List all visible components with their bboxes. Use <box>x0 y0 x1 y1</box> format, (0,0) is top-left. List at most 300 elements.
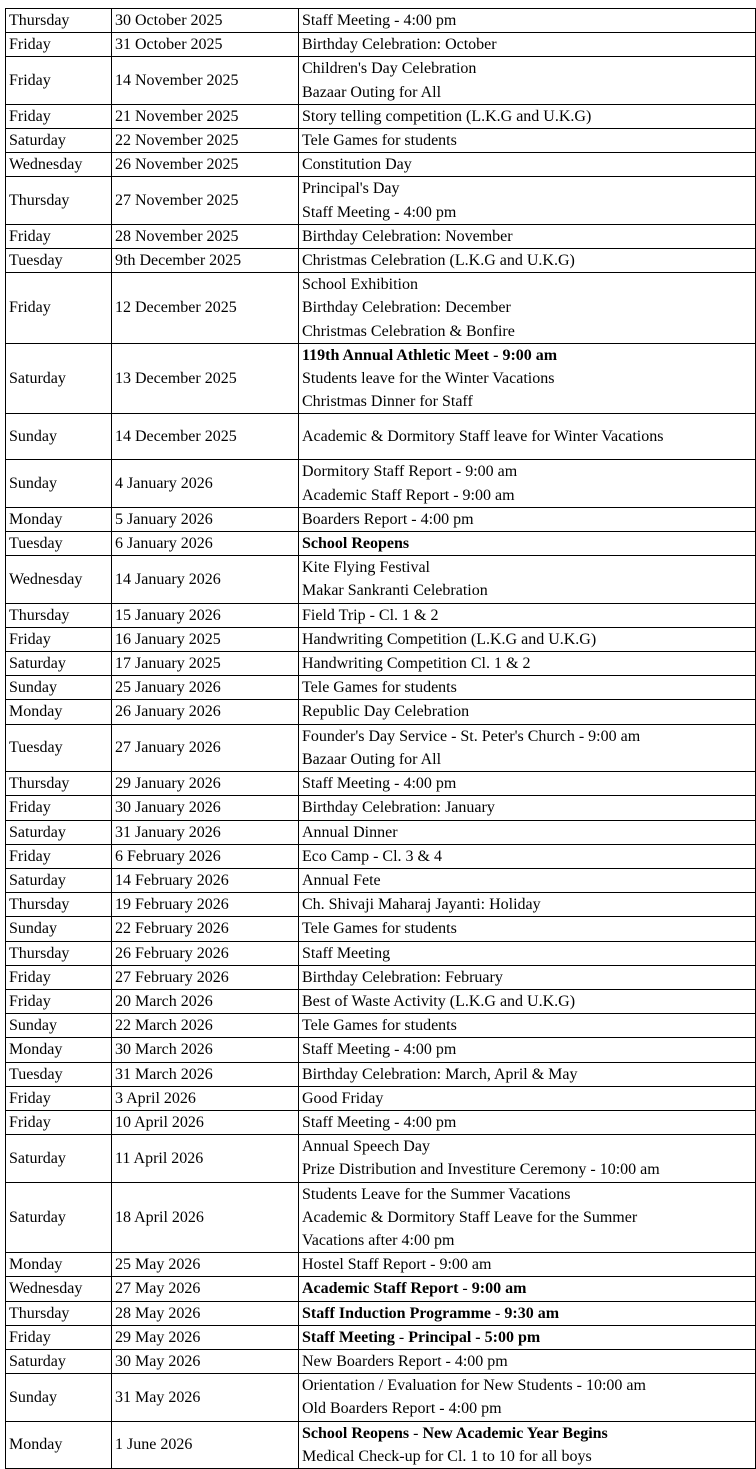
date-cell: 31 January 2026 <box>112 820 299 844</box>
day-cell: Friday <box>6 796 112 820</box>
calendar-row <box>6 627 756 651</box>
event-text: Birthday Celebration: October <box>302 36 497 54</box>
date-cell: 19 February 2026 <box>112 893 299 917</box>
date-cell: 25 January 2026 <box>112 676 299 700</box>
event-line <box>302 1422 752 1445</box>
event-cell <box>299 941 756 965</box>
calendar-row <box>6 57 756 104</box>
event-text: Bazaar Outing for All <box>302 750 442 768</box>
event-text: Dormitory Staff Report - 9:00 am <box>302 463 518 481</box>
calendar-row <box>6 224 756 248</box>
calendar-row <box>6 700 756 724</box>
calendar-body <box>6 9 756 1469</box>
day-cell: Thursday <box>6 9 112 33</box>
day-cell: Friday <box>6 104 112 128</box>
event-text: - <box>458 1280 472 1298</box>
event-text: Staff Meeting <box>302 944 391 962</box>
event-cell <box>299 507 756 531</box>
event-line <box>302 390 752 413</box>
calendar-row <box>6 273 756 344</box>
calendar-row <box>6 1135 756 1182</box>
calendar-row <box>6 1349 756 1373</box>
event-text: Tele Games for students <box>302 679 457 697</box>
calendar-row <box>6 676 756 700</box>
event-line <box>302 700 752 723</box>
date-cell: 21 November 2025 <box>112 104 299 128</box>
event-text: Eco Camp - Cl. 3 & 4 <box>302 847 442 865</box>
event-line <box>302 1253 752 1276</box>
event-line <box>302 1135 752 1158</box>
day-cell: Monday <box>6 507 112 531</box>
event-line <box>302 129 752 152</box>
event-cell <box>299 9 756 33</box>
calendar-row <box>6 556 756 603</box>
date-cell: 27 January 2026 <box>112 724 299 771</box>
event-text: Founder's Day Service - St. Peter's Church - 9:00 am <box>302 727 641 745</box>
date-cell: 27 November 2025 <box>112 177 299 224</box>
date-cell: 13 December 2025 <box>112 343 299 414</box>
event-line <box>302 893 752 916</box>
event-text: Constitution Day <box>302 156 412 174</box>
event-cell <box>299 868 756 892</box>
day-cell: Thursday <box>6 893 112 917</box>
event-line <box>302 966 752 989</box>
date-cell: 11 April 2026 <box>112 1135 299 1182</box>
event-text: Kite Flying Festival <box>302 559 430 577</box>
event-text: Hostel Staff Report - 9:00 am <box>302 1256 492 1274</box>
event-cell <box>299 772 756 796</box>
day-cell: Saturday <box>6 868 112 892</box>
event-line <box>302 273 752 296</box>
date-cell: 14 January 2026 <box>112 556 299 603</box>
event-text: Best of Waste Activity (L.K.G and U.K.G) <box>302 992 576 1010</box>
calendar-row <box>6 820 756 844</box>
event-line <box>302 1111 752 1134</box>
day-cell: Tuesday <box>6 532 112 556</box>
event-line <box>302 81 752 104</box>
calendar-row <box>6 1182 756 1253</box>
event-text-bold: Staff Induction Programme <box>302 1304 492 1322</box>
event-cell <box>299 129 756 153</box>
date-cell: 22 February 2026 <box>112 917 299 941</box>
day-cell: Monday <box>6 1421 112 1468</box>
event-line <box>302 225 752 248</box>
date-cell: 26 January 2026 <box>112 700 299 724</box>
event-line <box>302 652 752 675</box>
calendar-row <box>6 796 756 820</box>
day-cell: Friday <box>6 33 112 57</box>
event-line <box>302 748 752 771</box>
day-cell: Thursday <box>6 1301 112 1325</box>
calendar-row <box>6 1014 756 1038</box>
event-text: Orientation / Evaluation for New Students - 10:00 am <box>302 1377 646 1395</box>
event-cell <box>299 273 756 344</box>
event-text-bold: School Reopens <box>302 1424 410 1442</box>
event-line <box>302 579 752 602</box>
calendar-row <box>6 1374 756 1421</box>
event-text: - <box>394 1328 409 1346</box>
date-cell: 15 January 2026 <box>112 603 299 627</box>
event-cell <box>299 1086 756 1110</box>
event-text-bold: Academic Staff Report <box>302 1280 459 1298</box>
day-cell: Sunday <box>6 1014 112 1038</box>
event-line <box>302 33 752 56</box>
day-cell: Sunday <box>6 1374 112 1421</box>
calendar-row <box>6 1253 756 1277</box>
event-line <box>302 1397 752 1420</box>
event-line <box>302 320 752 343</box>
event-cell <box>299 57 756 104</box>
event-cell <box>299 700 756 724</box>
event-cell <box>299 652 756 676</box>
event-line <box>302 1302 752 1325</box>
event-text-bold: New Academic Year Begins <box>422 1424 608 1442</box>
event-cell <box>299 104 756 128</box>
event-text: Makar Sankranti Celebration <box>302 582 488 600</box>
event-cell <box>299 414 756 460</box>
event-line <box>302 153 752 176</box>
event-line <box>302 105 752 128</box>
event-text: Staff Meeting - 4:00 pm <box>302 1113 457 1131</box>
calendar-row <box>6 652 756 676</box>
date-cell: 4 January 2026 <box>112 460 299 507</box>
event-cell <box>299 33 756 57</box>
event-text: Staff Meeting - 4:00 pm <box>302 1041 457 1059</box>
event-cell <box>299 844 756 868</box>
school-calendar-table <box>5 8 756 1469</box>
day-cell: Thursday <box>6 772 112 796</box>
event-cell <box>299 1135 756 1182</box>
event-text: Staff Meeting - 4:00 pm <box>302 775 457 793</box>
date-cell: 20 March 2026 <box>112 989 299 1013</box>
calendar-row <box>6 603 756 627</box>
event-line <box>302 628 752 651</box>
event-text: Birthday Celebration: December <box>302 299 511 317</box>
event-line <box>302 425 752 448</box>
day-cell: Tuesday <box>6 249 112 273</box>
calendar-row <box>6 1038 756 1062</box>
event-text: Tele Games for students <box>302 1017 457 1035</box>
event-text: Tele Games for students <box>302 920 457 938</box>
event-text: Academic & Dormitory Staff leave for Winter Vacations <box>302 428 664 446</box>
event-line <box>302 942 752 965</box>
event-line <box>302 1158 752 1181</box>
day-cell: Tuesday <box>6 724 112 771</box>
event-line <box>302 1374 752 1397</box>
calendar-row <box>6 941 756 965</box>
event-text: Annual Dinner <box>302 823 398 841</box>
event-line <box>302 1206 752 1229</box>
calendar-row <box>6 724 756 771</box>
event-text: Christmas Celebration & Bonfire <box>302 322 515 340</box>
event-cell <box>299 1182 756 1253</box>
event-line <box>302 57 752 80</box>
event-text: Bazaar Outing for All <box>302 83 442 101</box>
day-cell: Friday <box>6 1086 112 1110</box>
event-line <box>302 1063 752 1086</box>
event-cell <box>299 343 756 414</box>
event-cell <box>299 796 756 820</box>
event-line <box>302 177 752 200</box>
event-text: Vacations after 4:00 pm <box>302 1231 455 1249</box>
date-cell: 27 May 2026 <box>112 1277 299 1301</box>
event-line <box>302 249 752 272</box>
event-cell <box>299 1301 756 1325</box>
event-text: Birthday Celebration: February <box>302 968 503 986</box>
event-line <box>302 1087 752 1110</box>
event-text: Medical Check-up for Cl. 1 to 10 for all boys <box>302 1447 592 1465</box>
date-cell: 30 May 2026 <box>112 1349 299 1373</box>
event-line <box>302 604 752 627</box>
day-cell: Friday <box>6 224 112 248</box>
event-text-bold: Staff Meeting <box>302 1328 395 1346</box>
event-cell <box>299 627 756 651</box>
event-text: Students Leave for the Summer Vacations <box>302 1185 571 1203</box>
calendar-row <box>6 917 756 941</box>
event-line <box>302 296 752 319</box>
event-line <box>302 845 752 868</box>
event-text: Handwriting Competition (L.K.G and U.K.G) <box>302 630 597 648</box>
day-cell: Tuesday <box>6 1062 112 1086</box>
event-text-bold: School Reopens <box>302 535 410 553</box>
calendar-row <box>6 33 756 57</box>
event-text: Republic Day Celebration <box>302 703 470 721</box>
date-cell: 27 February 2026 <box>112 965 299 989</box>
event-line <box>302 1014 752 1037</box>
calendar-row <box>6 1110 756 1134</box>
event-cell <box>299 460 756 507</box>
calendar-row <box>6 772 756 796</box>
date-cell: 1 June 2026 <box>112 1421 299 1468</box>
date-cell: 26 February 2026 <box>112 941 299 965</box>
event-cell <box>299 1349 756 1373</box>
date-cell: 16 January 2025 <box>112 627 299 651</box>
date-cell: 14 November 2025 <box>112 57 299 104</box>
calendar-row <box>6 989 756 1013</box>
event-cell <box>299 893 756 917</box>
event-line <box>302 990 752 1013</box>
event-cell <box>299 224 756 248</box>
date-cell: 25 May 2026 <box>112 1253 299 1277</box>
event-line <box>302 484 752 507</box>
day-cell: Saturday <box>6 343 112 414</box>
event-text: Tele Games for students <box>302 132 457 150</box>
event-text: - <box>491 1304 505 1322</box>
date-cell: 18 April 2026 <box>112 1182 299 1253</box>
calendar-row <box>6 1421 756 1468</box>
date-cell: 3 April 2026 <box>112 1086 299 1110</box>
day-cell: Saturday <box>6 820 112 844</box>
day-cell: Wednesday <box>6 556 112 603</box>
date-cell: 14 December 2025 <box>112 414 299 460</box>
event-cell <box>299 532 756 556</box>
event-cell <box>299 1374 756 1421</box>
day-cell: Monday <box>6 1253 112 1277</box>
date-cell: 30 October 2025 <box>112 9 299 33</box>
day-cell: Sunday <box>6 917 112 941</box>
day-cell: Friday <box>6 273 112 344</box>
day-cell: Friday <box>6 1110 112 1134</box>
event-text: Staff Meeting - 4:00 pm <box>302 12 457 29</box>
event-line <box>302 1038 752 1061</box>
event-line <box>302 201 752 224</box>
event-text: Birthday Celebration: March, April & May <box>302 1065 578 1083</box>
calendar-row <box>6 532 756 556</box>
day-cell: Saturday <box>6 129 112 153</box>
event-cell <box>299 724 756 771</box>
event-line <box>302 1277 752 1300</box>
calendar-row <box>6 1301 756 1325</box>
event-line <box>302 1229 752 1252</box>
date-cell: 29 January 2026 <box>112 772 299 796</box>
calendar-row <box>6 1325 756 1349</box>
day-cell: Saturday <box>6 1349 112 1373</box>
day-cell: Sunday <box>6 460 112 507</box>
date-cell: 9th December 2025 <box>112 249 299 273</box>
event-cell <box>299 820 756 844</box>
calendar-row <box>6 868 756 892</box>
date-cell: 31 October 2025 <box>112 33 299 57</box>
event-text: Academic Staff Report - 9:00 am <box>302 486 515 504</box>
event-line <box>302 460 752 483</box>
date-cell: 30 March 2026 <box>112 1038 299 1062</box>
event-text: Old Boarders Report - 4:00 pm <box>302 1400 502 1418</box>
date-cell: 6 January 2026 <box>112 532 299 556</box>
event-cell <box>299 177 756 224</box>
date-cell: 10 April 2026 <box>112 1110 299 1134</box>
event-line <box>302 1326 752 1349</box>
event-text: Boarders Report - 4:00 pm <box>302 510 474 528</box>
event-cell <box>299 1253 756 1277</box>
event-text-bold: 9:00 am <box>471 1280 527 1298</box>
event-text: Children's Day Celebration <box>302 60 477 78</box>
event-cell <box>299 603 756 627</box>
event-line <box>302 1350 752 1373</box>
date-cell: 12 December 2025 <box>112 273 299 344</box>
date-cell: 28 May 2026 <box>112 1301 299 1325</box>
calendar-row <box>6 104 756 128</box>
day-cell: Friday <box>6 1325 112 1349</box>
event-line <box>302 676 752 699</box>
event-cell <box>299 1277 756 1301</box>
event-text: Annual Fete <box>302 871 381 889</box>
day-cell: Friday <box>6 844 112 868</box>
event-line <box>302 532 752 555</box>
day-cell: Thursday <box>6 603 112 627</box>
calendar-row <box>6 153 756 177</box>
calendar-row <box>6 177 756 224</box>
day-cell: Friday <box>6 989 112 1013</box>
event-text: Good Friday <box>302 1089 384 1107</box>
event-line <box>302 725 752 748</box>
event-line <box>302 1183 752 1206</box>
event-line <box>302 556 752 579</box>
calendar-row <box>6 343 756 414</box>
day-cell: Wednesday <box>6 1277 112 1301</box>
event-cell <box>299 676 756 700</box>
date-cell: 30 January 2026 <box>112 796 299 820</box>
calendar-row <box>6 1062 756 1086</box>
date-cell: 22 March 2026 <box>112 1014 299 1038</box>
event-cell <box>299 153 756 177</box>
event-text: Christmas Dinner for Staff <box>302 393 473 411</box>
day-cell: Sunday <box>6 676 112 700</box>
day-cell: Friday <box>6 57 112 104</box>
calendar-row <box>6 507 756 531</box>
event-line <box>302 917 752 940</box>
event-text: Field Trip - Cl. 1 & 2 <box>302 606 439 624</box>
event-text-bold: 9:30 am <box>504 1304 560 1322</box>
event-cell <box>299 1038 756 1062</box>
event-line <box>302 869 752 892</box>
event-line <box>302 9 752 32</box>
event-text-bold: Principal - 5:00 pm <box>408 1328 541 1346</box>
event-text: Christmas Celebration (L.K.G and U.K.G) <box>302 252 575 270</box>
date-cell: 31 March 2026 <box>112 1062 299 1086</box>
event-cell <box>299 556 756 603</box>
event-cell <box>299 965 756 989</box>
calendar-row <box>6 965 756 989</box>
day-cell: Saturday <box>6 1182 112 1253</box>
day-cell: Wednesday <box>6 153 112 177</box>
event-text: - <box>409 1424 423 1442</box>
date-cell: 31 May 2026 <box>112 1374 299 1421</box>
event-text: Story telling competition (L.K.G and U.K.G) <box>302 107 592 125</box>
event-text: Birthday Celebration: November <box>302 227 513 245</box>
day-cell: Monday <box>6 700 112 724</box>
day-cell: Friday <box>6 965 112 989</box>
event-cell <box>299 1110 756 1134</box>
event-text: Prize Distribution and Investiture Ceremony - 10:00 am <box>302 1161 660 1179</box>
date-cell: 17 January 2025 <box>112 652 299 676</box>
event-text: School Exhibition <box>302 276 418 294</box>
event-line <box>302 796 752 819</box>
event-line <box>302 508 752 531</box>
date-cell: 6 February 2026 <box>112 844 299 868</box>
event-cell <box>299 1325 756 1349</box>
event-line <box>302 772 752 795</box>
day-cell: Monday <box>6 1038 112 1062</box>
date-cell: 14 February 2026 <box>112 868 299 892</box>
day-cell: Saturday <box>6 1135 112 1182</box>
calendar-row <box>6 1277 756 1301</box>
event-text: Principal's Day <box>302 180 400 198</box>
date-cell: 29 May 2026 <box>112 1325 299 1349</box>
event-line <box>302 367 752 390</box>
event-cell <box>299 989 756 1013</box>
event-text: Ch. Shivaji Maharaj Jayanti: Holiday <box>302 896 541 914</box>
calendar-row <box>6 9 756 33</box>
event-text: Staff Meeting - 4:00 pm <box>302 203 457 221</box>
event-text: Annual Speech Day <box>302 1138 430 1156</box>
event-cell <box>299 1421 756 1468</box>
day-cell: Sunday <box>6 414 112 460</box>
event-text: Birthday Celebration: January <box>302 799 495 817</box>
event-line <box>302 1445 752 1468</box>
day-cell: Saturday <box>6 652 112 676</box>
day-cell: Thursday <box>6 941 112 965</box>
event-cell <box>299 1014 756 1038</box>
event-cell <box>299 1062 756 1086</box>
event-cell <box>299 249 756 273</box>
event-text: Handwriting Competition Cl. 1 & 2 <box>302 655 531 673</box>
day-cell: Thursday <box>6 177 112 224</box>
event-line <box>302 821 752 844</box>
date-cell: 5 January 2026 <box>112 507 299 531</box>
event-cell <box>299 917 756 941</box>
calendar-row <box>6 1086 756 1110</box>
event-line <box>302 344 752 367</box>
